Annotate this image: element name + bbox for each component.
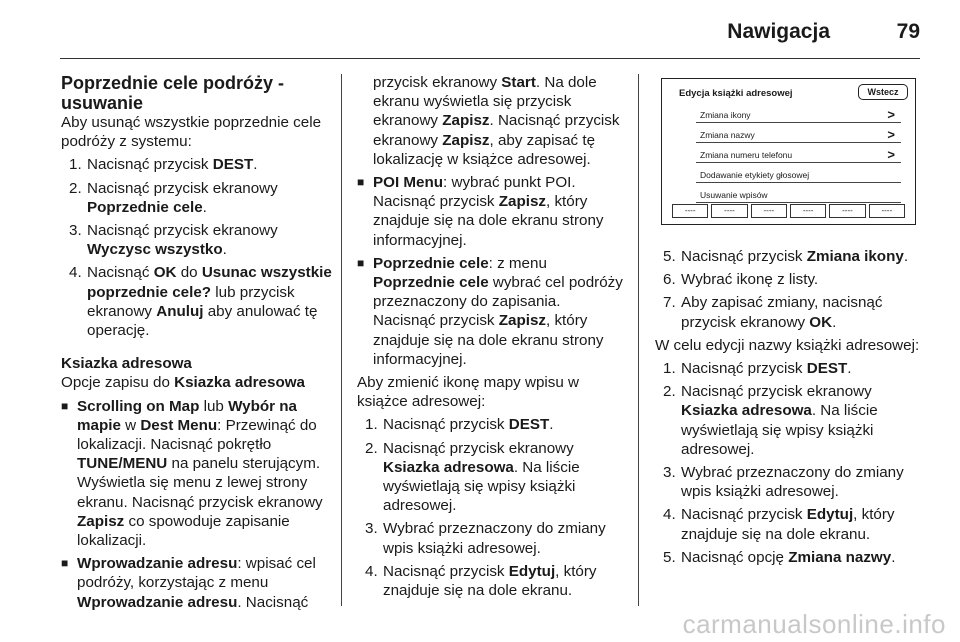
step-text: Nacisnąć przycisk ekranowy — [87, 222, 278, 240]
menu-item-add-voice-tag[interactable] — [696, 167, 901, 183]
step-text: Nacisnąć przycisk ekranowy — [681, 383, 872, 401]
item-underline — [696, 162, 901, 163]
step-text: lub przycisk ekranowy — [87, 283, 295, 320]
list-item — [655, 359, 923, 378]
step-number: 4. — [365, 562, 378, 580]
bullet-key: Dest Menu — [140, 416, 218, 434]
step-key: DEST — [508, 416, 550, 434]
step-text: . — [222, 241, 227, 259]
step-text: Wybrać przeznaczony do zmiany wpis książki adresowej. — [383, 520, 606, 557]
para-key: Ksiazka adresowa — [174, 374, 305, 392]
bullet-key: POI Menu — [373, 174, 444, 192]
column-left — [61, 73, 336, 616]
chapter-title: Nawigacja — [727, 20, 830, 43]
para-text: . Na dole ekranu wyświetla się przycisk ekranowy — [373, 74, 597, 130]
bullet-text: : z menu — [488, 254, 547, 272]
step-key: Wyczysc wszystko — [87, 241, 223, 259]
para-text: przycisk ekranowy — [373, 74, 502, 91]
step-key: Anuluj — [156, 302, 204, 320]
para-key: Start — [501, 74, 536, 91]
step-text: Aby zapisać zmiany, nacisnąć przycisk ekranowy — [681, 294, 883, 331]
menu-item-label: Dodawanie etykiety głosowej — [700, 170, 810, 180]
column-divider — [638, 74, 639, 606]
step-text: . — [891, 548, 896, 566]
bullet-key: Zapisz — [498, 193, 547, 211]
chevron-right-icon: > — [887, 127, 895, 142]
step-number: 2. — [663, 383, 676, 401]
menu-item-label: Zmiana numeru telefonu — [700, 150, 793, 160]
steps-list — [655, 359, 923, 567]
step-key: Zmiana ikony — [806, 248, 904, 265]
step-text: Wybrać przeznaczony do zmiany wpis książki adresowej. — [681, 464, 904, 501]
step-key: Zmiana nazwy — [788, 548, 892, 566]
bullet-key: Wybór na mapie — [77, 397, 297, 434]
step-text: . — [253, 156, 258, 174]
steps-list — [655, 247, 923, 332]
step-text: Nacisnąć przycisk — [383, 562, 509, 580]
menu-item-label: Zmiana ikony — [700, 110, 751, 120]
step-text: . — [847, 360, 852, 378]
bullet-text: lub — [199, 397, 229, 415]
list-item — [61, 554, 336, 612]
step-text: Nacisnąć przycisk ekranowy — [87, 179, 278, 197]
step-text: . — [832, 313, 837, 331]
chevron-right-icon: > — [887, 107, 895, 122]
step-key: Ksiazka adresowa — [383, 458, 514, 476]
step-key: DEST — [806, 360, 848, 378]
softkey-button[interactable]: ---- — [829, 204, 865, 218]
bullet-text: . Nacisnąć — [237, 593, 309, 611]
menu-item-label: Zmiana nazwy — [700, 130, 755, 140]
step-number: 2. — [69, 179, 82, 197]
bullet-text: : wybrać punkt POI. Nacisnąć przycisk — [373, 174, 576, 211]
step-text: Nacisnąć przycisk — [681, 248, 807, 265]
step-key: Edytuj — [508, 562, 556, 580]
step-number: 3. — [69, 222, 82, 240]
softkey-button[interactable]: ---- — [711, 204, 747, 218]
step-text: . — [549, 416, 554, 434]
paragraph: W celu edycji nazwy książki adresowej: — [655, 336, 920, 354]
menu-item-delete-entries[interactable] — [696, 187, 901, 203]
screen-illustration — [661, 78, 916, 225]
page-number: 79 — [896, 20, 920, 43]
bullet-key: Poprzednie cele — [373, 254, 489, 272]
bullet-square-icon: ■ — [61, 398, 69, 413]
list-item — [61, 179, 336, 217]
sub-intro — [61, 373, 336, 392]
step-text: do — [176, 264, 202, 282]
sub-heading: Ksiazka adresowa — [61, 355, 192, 373]
bullet-square-icon: ■ — [61, 556, 69, 571]
screen-title: Edycja książki adresowej — [679, 88, 793, 99]
step-text: Nacisnąć przycisk ekranowy — [383, 439, 574, 457]
bullet-text: : Przewinąć do lokalizacji. Nacisnąć pokrętło — [77, 416, 317, 454]
step-key: Usunac wszystkie poprzednie cele? — [87, 264, 332, 301]
bullet-key: TUNE/MENU — [77, 455, 168, 473]
para-key: Zapisz — [442, 112, 490, 130]
step-number: 5. — [663, 548, 676, 566]
step-text: Nacisnąć opcję — [681, 548, 789, 566]
step-number: 4. — [663, 506, 676, 524]
list-item — [357, 415, 625, 434]
bullet-key: Wprowadzanie adresu — [77, 593, 238, 611]
bullet-square-icon: ■ — [357, 175, 365, 190]
step-text: Nacisnąć — [87, 264, 154, 282]
section-intro: Aby usunąć wszystkie poprzednie cele podróży z systemu: — [61, 114, 322, 151]
bullet-list — [357, 173, 625, 369]
item-underline — [696, 182, 901, 183]
watermark: carmanualsonline.info — [682, 609, 946, 639]
para-text: Opcje zapisu do — [61, 374, 175, 392]
step-text: Nacisnąć przycisk — [681, 506, 807, 524]
back-button[interactable]: Wstecz — [858, 84, 908, 100]
section-heading: Poprzednie cele podróży - usuwanie — [61, 73, 285, 113]
column-divider — [341, 74, 342, 606]
list-item — [655, 270, 923, 289]
steps-list — [357, 415, 625, 600]
list-item — [655, 247, 923, 266]
step-key: DEST — [212, 156, 254, 174]
bullet-text: co spowoduje zapisanie lokalizacji. — [77, 512, 290, 550]
step-text: . Na liście wyświetlają się wpisy książki adresowej. — [383, 458, 580, 515]
bullet-text: , który znajduje się na dole ekranu strony informacyjnej. — [373, 193, 604, 249]
list-item — [655, 463, 923, 501]
softkey-button[interactable]: ---- — [672, 204, 708, 218]
step-key: OK — [809, 313, 833, 331]
para-text: . Nacisnąć przycisk ekranowy — [373, 112, 620, 149]
step-number: 5. — [663, 248, 676, 265]
list-item — [357, 254, 625, 369]
list-item — [655, 382, 923, 459]
list-item — [655, 548, 923, 567]
bullet-text: na panelu sterującym. Wyświetla się menu z lewej strony ekranu. Nacisnąć przycisk ekranowy — [77, 455, 323, 511]
column-right — [655, 247, 923, 571]
softkey-button[interactable]: ---- — [790, 204, 826, 218]
step-text: . — [903, 248, 909, 265]
list-item — [655, 505, 923, 543]
bullet-key: Zapisz — [498, 312, 547, 330]
list-item — [655, 293, 923, 331]
step-text: . Na liście wyświetlają się wpisy książki adresowej. — [681, 402, 878, 458]
list-item — [357, 562, 625, 600]
step-text: Wybrać ikonę z listy. — [681, 271, 819, 289]
step-text: , który znajduje się na dole ekranu. — [383, 562, 597, 600]
step-key: Edytuj — [806, 506, 854, 524]
step-number: 1. — [69, 156, 82, 174]
step-number: 1. — [365, 416, 378, 434]
step-key: OK — [153, 264, 177, 282]
step-text: , który znajduje się na dole ekranu. — [681, 506, 895, 543]
bullet-square-icon: ■ — [357, 255, 365, 270]
para-key: Zapisz — [442, 131, 490, 149]
bullet-text: wybrać cel podróży przeznaczony do zapisania. Nacisnąć przycisk — [373, 274, 623, 330]
header-rule — [60, 58, 920, 59]
step-number: 4. — [69, 264, 82, 282]
item-underline — [696, 202, 901, 203]
chevron-right-icon: > — [887, 147, 895, 162]
menu-item-change-icon[interactable] — [696, 107, 901, 123]
step-number: 2. — [365, 439, 378, 457]
bullet-text: w — [120, 416, 141, 434]
step-text: . — [202, 198, 207, 216]
step-number: 6. — [663, 271, 676, 289]
softkey-button[interactable]: ---- — [751, 204, 787, 218]
list-item — [357, 519, 625, 557]
bullet-key: Poprzednie cele — [373, 274, 489, 292]
menu-item-change-name[interactable] — [696, 127, 901, 143]
steps-list — [61, 155, 336, 340]
list-item — [61, 397, 336, 551]
bullet-key: Wprowadzanie adresu — [77, 555, 238, 573]
step-number: 7. — [663, 294, 676, 312]
step-number: 3. — [365, 520, 378, 538]
paragraph: Aby zmienić ikonę mapy wpisu w książce adresowej: — [357, 374, 579, 411]
screen-softkeys — [672, 204, 905, 218]
menu-item-change-phone[interactable] — [696, 147, 901, 163]
list-item — [357, 439, 625, 516]
step-key: Ksiazka adresowa — [681, 402, 812, 420]
softkey-button[interactable]: ---- — [869, 204, 905, 218]
page-header — [60, 0, 920, 54]
step-number: 1. — [663, 360, 676, 378]
bullet-text: , który znajduje się na dole ekranu strony informacyjnej. — [373, 312, 604, 368]
bullet-text: : wpisać cel podróży, korzystając z menu — [77, 555, 316, 592]
step-text: Nacisnąć przycisk — [681, 360, 807, 378]
bullet-key: Zapisz — [77, 512, 125, 530]
step-key: Poprzednie cele — [87, 198, 203, 216]
bullet-key: Scrolling on Map — [77, 397, 200, 415]
item-underline — [696, 142, 901, 143]
continued-text — [357, 73, 625, 169]
menu-item-label: Usuwanie wpisów — [700, 190, 768, 200]
list-item — [357, 173, 625, 250]
step-text: Nacisnąć przycisk — [383, 416, 509, 434]
bullet-list — [61, 397, 336, 612]
para-text: , aby zapisać tę lokalizację w książce adresowej. — [373, 131, 596, 168]
step-number: 3. — [663, 464, 676, 482]
step-text: Nacisnąć przycisk — [87, 156, 213, 174]
column-middle — [357, 73, 625, 604]
list-item — [61, 155, 336, 174]
step-text: aby anulować tę operację. — [87, 302, 318, 340]
list-item — [61, 263, 336, 340]
item-underline — [696, 122, 901, 123]
list-item — [61, 221, 336, 259]
